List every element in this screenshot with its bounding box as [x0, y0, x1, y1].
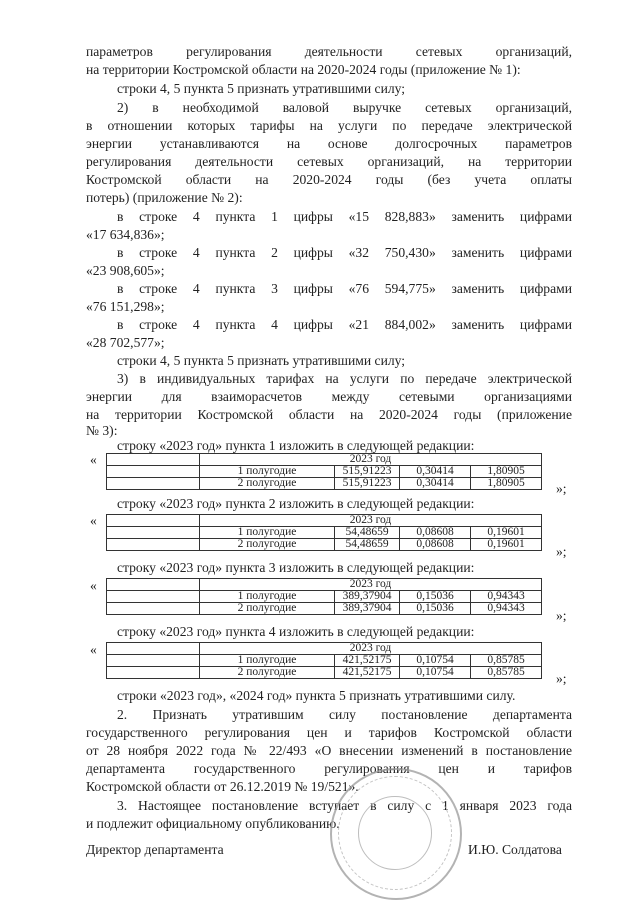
- value-cell: 0,19601: [471, 527, 542, 539]
- value-cell: 515,91223: [335, 466, 400, 478]
- table-row: [107, 527, 542, 539]
- value-cell: 0,85785: [471, 667, 542, 679]
- text-line: Костромской области от 26.12.2019 № 19/521».: [86, 779, 359, 794]
- table-header-row: [107, 515, 542, 527]
- text-line: в строке 4 пункта 4 цифры «21 884,002» заменить цифрами: [117, 317, 572, 332]
- text-line: параметров регулирования деятельности сетевых организаций,: [86, 44, 572, 59]
- table-header-row: [107, 643, 542, 655]
- text-line: регулирования деятельности сетевых организаций, на территории: [86, 154, 572, 169]
- table-header: 2023 год: [200, 454, 542, 466]
- table-row: [107, 539, 542, 551]
- text-line: в строке 4 пункта 1 цифры «15 828,883» заменить цифрами: [117, 209, 572, 224]
- table-row: [107, 591, 542, 603]
- quote-open: «: [90, 513, 97, 528]
- seal-inner-ring: [358, 796, 432, 870]
- text-line: в строке 4 пункта 3 цифры «76 594,775» заменить цифрами: [117, 281, 572, 296]
- value-cell: 54,48659: [335, 539, 400, 551]
- table-row: [107, 655, 542, 667]
- quote-open: «: [90, 642, 97, 657]
- value-cell: 1,80905: [471, 478, 542, 490]
- table-header: 2023 год: [200, 515, 542, 527]
- tariff-table: [106, 642, 542, 679]
- table-row: [107, 603, 542, 615]
- text-line: и подлежит официальному опубликованию.: [86, 816, 340, 831]
- text-line: строки 4, 5 пункта 5 признать утратившими силу;: [117, 81, 406, 96]
- text-line: «28 702,577»;: [86, 335, 165, 350]
- tariff-table: [106, 453, 542, 490]
- quote-close: »;: [556, 481, 567, 496]
- tariff-table: [106, 514, 542, 551]
- text-line: 2) в необходимой валовой выручке сетевых организаций,: [117, 100, 572, 115]
- text-line: Костромской области на 2020-2024 годы (без учета оплаты: [86, 172, 572, 187]
- table-row: [107, 667, 542, 679]
- value-cell: 0,30414: [400, 466, 471, 478]
- text-line: департамента государственного регулирования цен и тарифов: [86, 761, 572, 776]
- period-cell: 1 полугодие: [200, 466, 335, 478]
- value-cell: 54,48659: [335, 527, 400, 539]
- quote-close: »;: [556, 608, 567, 623]
- table-row: [107, 466, 542, 478]
- text-line: строки «2023 год», «2024 год» пункта 5 признать утратившими силу.: [117, 688, 516, 703]
- table-header-row: [107, 454, 542, 466]
- value-cell: 0,10754: [400, 667, 471, 679]
- table-intro: строку «2023 год» пункта 3 изложить в следующей редакции:: [117, 560, 475, 575]
- value-cell: 0,15036: [400, 591, 471, 603]
- period-cell: 1 полугодие: [200, 655, 335, 667]
- text-line: № 3):: [86, 423, 118, 438]
- quote-close: »;: [556, 671, 567, 686]
- period-cell: 1 полугодие: [200, 591, 335, 603]
- text-line: 3. Настоящее постановление вступает в силу с 1 января 2023 года: [117, 798, 572, 813]
- value-cell: 0,85785: [471, 655, 542, 667]
- value-cell: 421,52175: [335, 655, 400, 667]
- tariff-table: [106, 578, 542, 615]
- signature-position: Директор департамента: [86, 842, 224, 857]
- text-line: 3) в индивидуальных тарифах на услуги по передаче электрической: [117, 371, 572, 386]
- text-line: энергии для взаиморасчетов между сетевыми организациями: [86, 389, 572, 404]
- text-line: потерь) (приложение № 2):: [86, 190, 243, 205]
- text-line: «23 908,605»;: [86, 263, 165, 278]
- signature-name: И.Ю. Солдатова: [468, 842, 562, 857]
- table-intro: строку «2023 год» пункта 1 изложить в следующей редакции:: [117, 438, 475, 453]
- text-line: от 28 ноября 2022 года № 22/493 «О внесении изменений в постановление: [86, 743, 572, 758]
- text-line: государственного регулирования цен и тарифов Костромской области: [86, 725, 572, 740]
- value-cell: 515,91223: [335, 478, 400, 490]
- value-cell: 0,94343: [471, 603, 542, 615]
- table-header: 2023 год: [200, 643, 542, 655]
- table-intro: строку «2023 год» пункта 2 изложить в следующей редакции:: [117, 496, 475, 511]
- period-cell: 2 полугодие: [200, 539, 335, 551]
- table-header: 2023 год: [200, 579, 542, 591]
- value-cell: 0,30414: [400, 478, 471, 490]
- text-line: «76 151,298»;: [86, 299, 165, 314]
- period-cell: 2 полугодие: [200, 478, 335, 490]
- table-header-row: [107, 579, 542, 591]
- text-line: строки 4, 5 пункта 5 признать утратившими силу;: [117, 353, 406, 368]
- period-cell: 2 полугодие: [200, 603, 335, 615]
- quote-open: «: [90, 578, 97, 593]
- quote-close: »;: [556, 544, 567, 559]
- value-cell: 389,37904: [335, 591, 400, 603]
- text-line: 2. Признать утратившим силу постановление департамента: [117, 707, 572, 722]
- value-cell: 421,52175: [335, 667, 400, 679]
- text-line: «17 634,836»;: [86, 227, 165, 242]
- value-cell: 0,10754: [400, 655, 471, 667]
- value-cell: 0,08608: [400, 539, 471, 551]
- text-line: на территории Костромской области на 2020-2024 годы (приложение: [86, 407, 572, 422]
- text-line: в отношении которых тарифы на услуги по передаче электрической: [86, 118, 572, 133]
- text-line: в строке 4 пункта 2 цифры «32 750,430» заменить цифрами: [117, 245, 572, 260]
- period-cell: 2 полугодие: [200, 667, 335, 679]
- value-cell: 1,80905: [471, 466, 542, 478]
- text-line: на территории Костромской области на 2020-2024 годы (приложение № 1):: [86, 62, 521, 77]
- table-row: [107, 478, 542, 490]
- value-cell: 389,37904: [335, 603, 400, 615]
- value-cell: 0,08608: [400, 527, 471, 539]
- value-cell: 0,19601: [471, 539, 542, 551]
- table-intro: строку «2023 год» пункта 4 изложить в следующей редакции:: [117, 624, 475, 639]
- value-cell: 0,15036: [400, 603, 471, 615]
- value-cell: 0,94343: [471, 591, 542, 603]
- period-cell: 1 полугодие: [200, 527, 335, 539]
- quote-open: «: [90, 452, 97, 467]
- text-line: энергии устанавливаются на основе долгосрочных параметров: [86, 136, 572, 151]
- official-seal: [330, 768, 462, 900]
